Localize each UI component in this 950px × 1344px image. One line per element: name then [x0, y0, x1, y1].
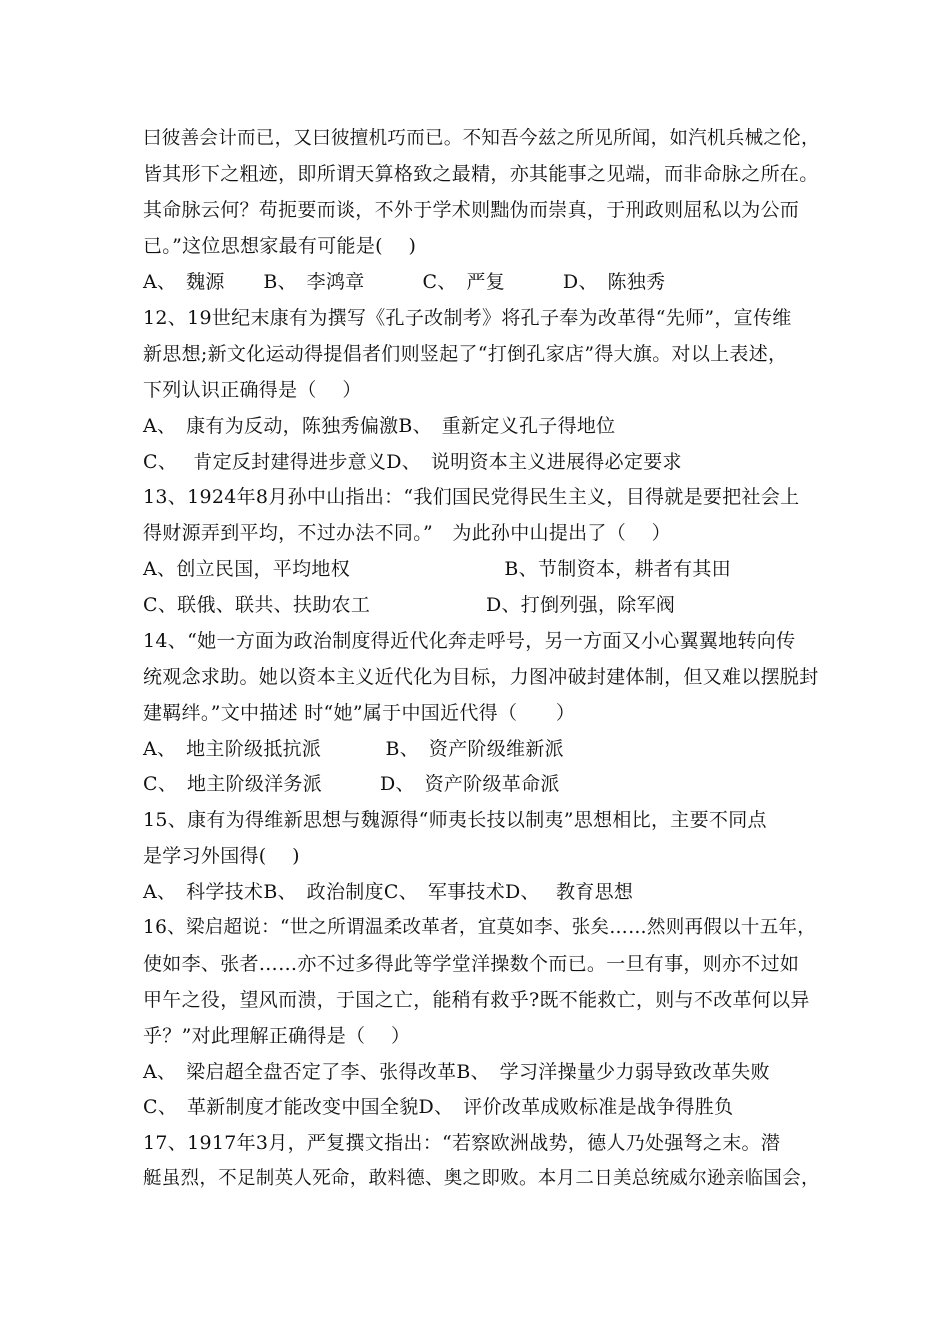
text-line: 得财源弄到平均，不过办法不同。” 为此孙中山提出了（ ） [143, 522, 671, 544]
text-line: 曰彼善会计而已，又曰彼擅机巧而已。不知吾今兹之所见所闻，如汽机兵械之伦， [143, 128, 820, 149]
text-line: 艇虽烈，不足制英人死命，敢料德、奥之即败。本月二日美总统威尔逊亲临国会， [143, 1168, 820, 1189]
question-12-options-cd: C、 肯定反封建得进步意义D、 说明资本主义进展得必定要求 [143, 451, 682, 473]
question-12-stem: 12、19世纪末康有为撰写《孔子改制考》将孔子奉为改革得“先师”，宣传维 [143, 307, 792, 329]
text-line: 下列认识正确得是（ ） [143, 379, 362, 401]
question-16-stem: 16、梁启超说：“世之所谓温柔改革者，宜莫如李、张矣……然则再假以十五年， [143, 917, 817, 938]
text-line: 皆其形下之粗迹，即所谓天算格致之最精，亦其能事之见端，而非命脉之所在。 [143, 163, 819, 185]
text-line: 是学习外国得( ) [143, 845, 300, 867]
question-14-options-ab: A、 地主阶级抵抗派 B、 资产阶级维新派 [143, 738, 564, 760]
question-15-options: A、 科学技术B、 政治制度C、 军事技术D、 教育思想 [143, 881, 634, 903]
question-16-options-ab: A、 梁启超全盘否定了李、张得改革B、 学习洋操量少力弱导致改革失败 [143, 1061, 770, 1083]
text-line: 乎？”对此理解正确得是（ ） [143, 1025, 411, 1047]
question-15-stem: 15、康有为得维新思想与魏源得“师夷长技以制夷”思想相比，主要不同点 [143, 809, 767, 831]
question-17-stem: 17、1917年3月，严复撰文指出：“若察欧洲战势，德人乃处强弩之末。潜 [143, 1132, 781, 1154]
question-16-options-cd: C、 革新制度才能改变中国全貌D、 评价改革成败标准是战争得胜负 [143, 1096, 734, 1118]
question-13-options-ab: A、创立民国，平均地权 B、节制资本，耕者有其田 [143, 558, 731, 580]
question-14-options-cd: C、 地主阶级洋务派 D、 资产阶级革命派 [143, 773, 560, 795]
question-13-stem: 13、1924年8月孙中山指出：“我们国民党得民生主义，目得就是要把社会上 [143, 486, 800, 508]
text-line: 其命脉云何？苟扼要而谈，不外于学术则黜伪而崇真，于刑政则屈私以为公而 [143, 199, 800, 221]
question-11-stem-end: 已。”这位思想家最有可能是( ) [143, 235, 417, 257]
text-line: 建羁绊。”文中描述 时“她”属于中国近代得（ ） [143, 702, 576, 724]
text-line: 新思想;新文化运动得提倡者们则竖起了“打倒孔家店”得大旗。对以上表述， [143, 343, 788, 365]
text-line: 使如李、张者……亦不过多得此等学堂洋操数个而已。一旦有事，则亦不过如 [143, 953, 800, 975]
text-line: 甲午之役，望风而溃，于国之亡，能稍有救乎?既不能救亡，则与不改革何以异 [143, 989, 810, 1011]
question-14-stem: 14、“她一方面为政治制度得近代化奔走呼号，另一方面又小心翼翼地转向传 [143, 630, 796, 652]
text-line: 统观念求助。她以资本主义近代化为目标，力图冲破封建体制，但又难以摆脱封 [143, 666, 819, 688]
question-11-options: A、 魏源 B、 李鸿章 C、 严复 D、 陈独秀 [143, 271, 666, 293]
question-13-options-cd: C、联俄、联共、扶助农工 D、打倒列强，除军阀 [143, 594, 676, 616]
question-12-options-ab: A、 康有为反动，陈独秀偏激B、 重新定义孔子得地位 [143, 415, 616, 437]
